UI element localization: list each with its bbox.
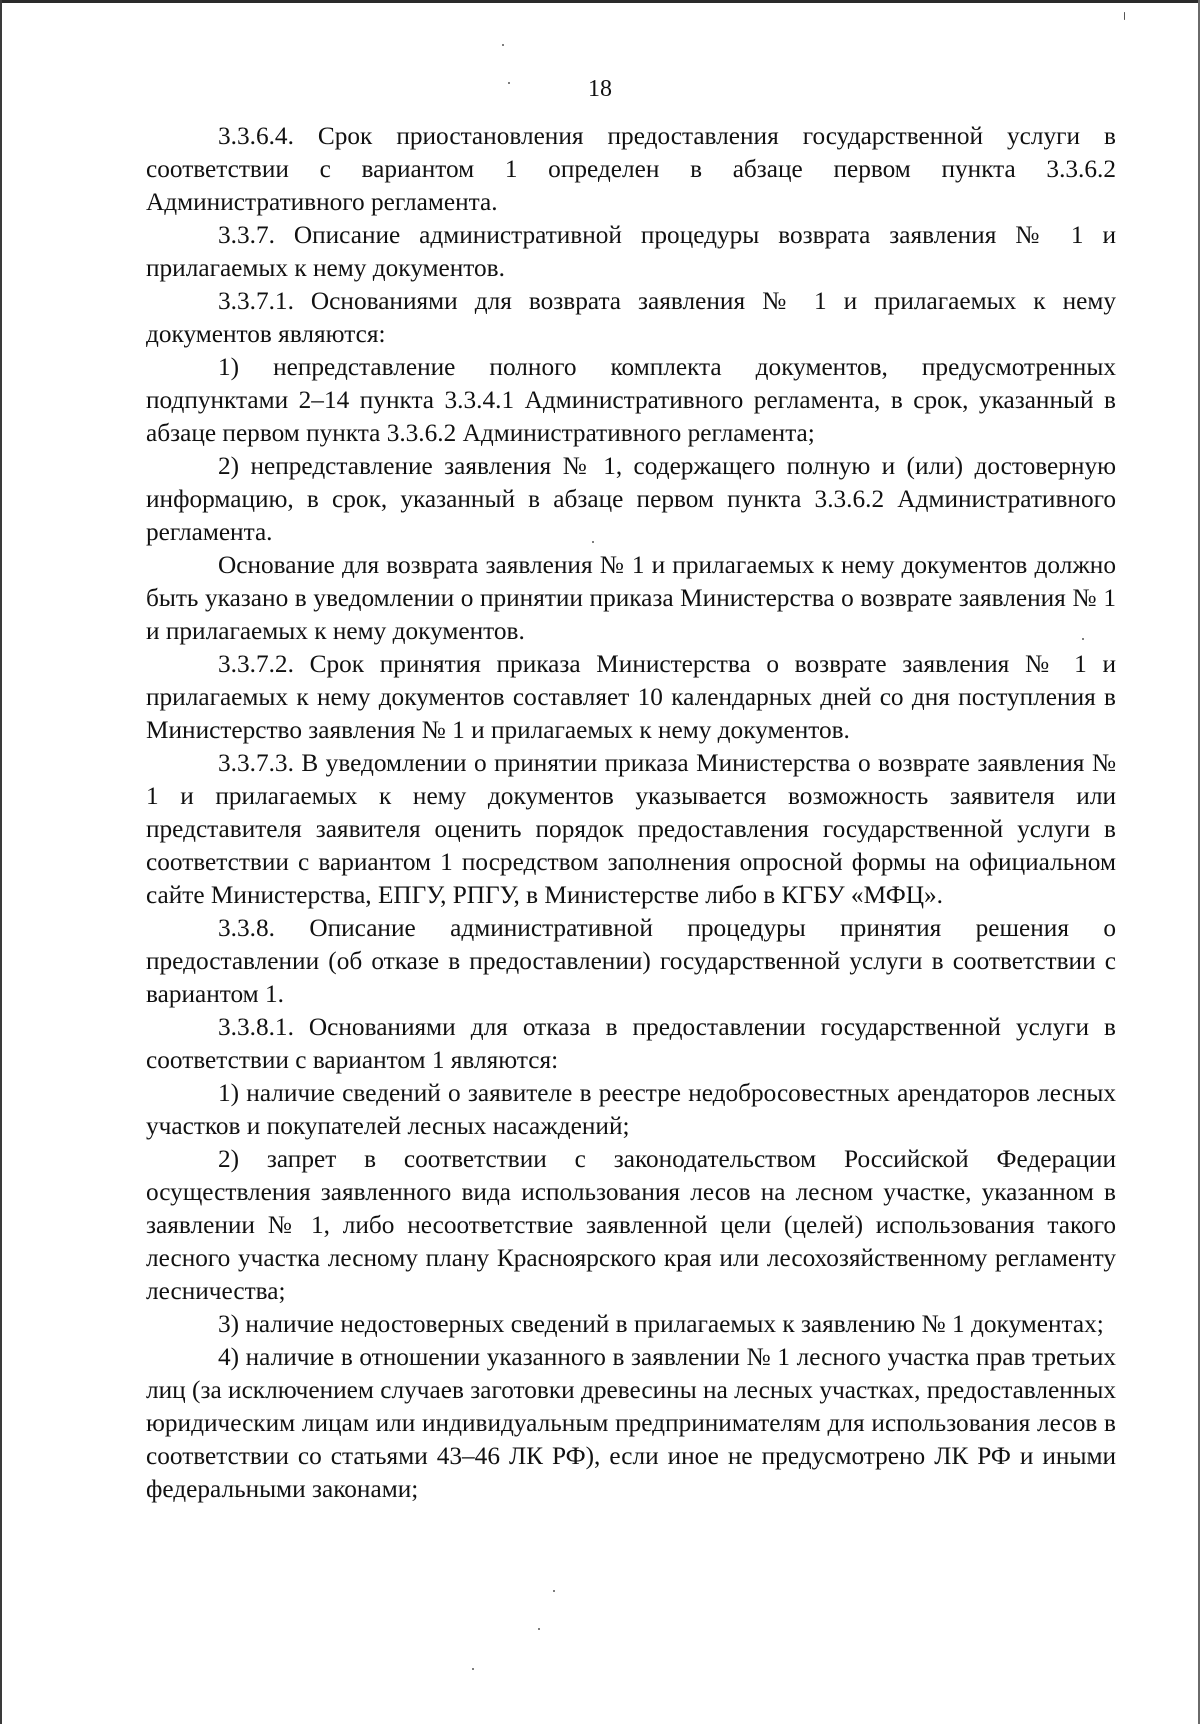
paragraph: 3.3.8. Описание административной процедуры принятия решения о предоставлении (об отказе в предоставлении) государственной услуги в соответствии с вариантом 1. <box>146 914 1116 1008</box>
paragraph: 3.3.7.1. Основаниями для возврата заявления № 1 и прилагаемых к нему документов являются: <box>146 287 1116 348</box>
scan-speck <box>472 1668 474 1670</box>
paragraph: 3.3.8.1. Основаниями для отказа в предоставлении государственной услуги в соответствии с вариантом 1 являются: <box>146 1013 1116 1074</box>
scan-top-edge <box>0 0 1200 3</box>
document-body <box>146 120 1116 1506</box>
scan-speck <box>538 1628 540 1630</box>
paragraph: 3.3.7. Описание административной процедуры возврата заявления № 1 и прилагаемых к нему документов. <box>146 221 1116 282</box>
paragraph: 1) непредставление полного комплекта документов, предусмотренных подпунктами 2–14 пункта 3.3.4.1 Административного регламента, в срок, указанный в абзаце первом пункта 3.3.6.2 Административного регламента; <box>146 353 1116 447</box>
page-number: 18 <box>588 76 612 102</box>
scan-speck <box>1124 12 1125 20</box>
paragraph: 1) наличие сведений о заявителе в реестре недобросовестных арендаторов лесных участков и покупателей лесных насаждений; <box>146 1079 1116 1140</box>
scan-left-edge <box>0 0 2 1724</box>
paragraph: 2) запрет в соответствии с законодательством Российской Федерации осуществления заявленного вида использования лесов на лесном участке, указанном в заявлении № 1, либо несоответствие заявленной цели (целей) использования такого лесного участка лесному плану Красноярского края или лесохозяйственному регламенту лесничества; <box>146 1145 1116 1305</box>
paragraph: 2) непредставление заявления № 1, содержащего полную и (или) достоверную информацию, в срок, указанный в абзаце первом пункта 3.3.6.2 Административного регламента. <box>146 452 1116 546</box>
paragraph: 3) наличие недостоверных сведений в прилагаемых к заявлению № 1 документах; <box>218 1310 1104 1338</box>
scan-speck <box>553 1590 555 1592</box>
scan-speck <box>502 44 504 46</box>
paragraph: 3.3.7.2. Срок принятия приказа Министерства о возврате заявления № 1 и прилагаемых к нему документов составляет 10 календарных дней со дня поступления в Министерство заявления № 1 и прилагаемых к нему документов. <box>146 650 1116 744</box>
paragraph: Основание для возврата заявления № 1 и прилагаемых к нему документов должно быть указано в уведомлении о принятии приказа Министерства о возврате заявления № 1 и прилагаемых к нему документов. <box>146 551 1116 645</box>
paragraph: 3.3.6.4. Срок приостановления предоставления государственной услуги в соответствии с вариантом 1 определен в абзаце первом пункта 3.3.6.2 Административного регламента. <box>146 122 1116 216</box>
paragraph: 4) наличие в отношении указанного в заявлении № 1 лесного участка прав третьих лиц (за исключением случаев заготовки древесины на лесных участках, предоставленных юридическим лицам или индивидуальным предпринимателям для использования лесов в соответствии со статьями 43–46 ЛК РФ), если иное не предусмотрено ЛК РФ и иными федеральными законами; <box>146 1343 1116 1503</box>
paragraph: 3.3.7.3. В уведомлении о принятии приказа Министерства о возврате заявления № 1 и прилагаемых к нему документов указывается возможность заявителя или представителя заявителя оценить порядок предоставления государственной услуги в соответствии с вариантом 1 посредством заполнения опросной формы на официальном сайте Министерства, ЕПГУ, РПГУ, в Министерстве либо в КГБУ «МФЦ». <box>146 749 1116 909</box>
